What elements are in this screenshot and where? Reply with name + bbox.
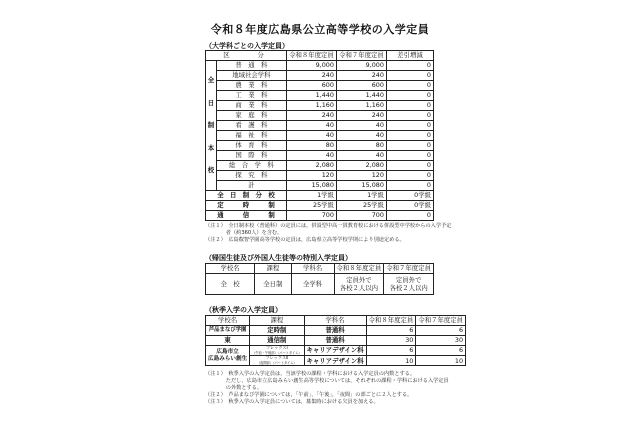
diff-value: 0 <box>386 181 433 191</box>
table-row <box>206 121 434 131</box>
note-line: の外数とする。 <box>205 385 263 391</box>
note-line: （注２） 芦品まなび学園については，「午前」，「午後」，「夜間」の部ごとに２人とする。 <box>205 392 413 398</box>
r8-value: 80 <box>286 141 336 151</box>
diff-value: 0 <box>386 161 433 171</box>
r7-value: 2,080 <box>336 161 386 171</box>
course-line: （午前・午後部）（パートタイム） <box>252 350 302 355</box>
diff-value: 0学級 <box>386 201 433 211</box>
r8-value: 40 <box>286 131 336 141</box>
r7-value: 600 <box>336 81 386 91</box>
r8-line: 各校２人以内 <box>339 284 379 292</box>
header-category: 区 分 <box>206 51 287 61</box>
table-row <box>206 111 434 121</box>
dept-name: 普通科 <box>304 326 366 336</box>
notes-section1 <box>205 223 451 244</box>
note-line: （注２） 広島叡智学園高等学校の定員は，広島県立高等学校学則により別途定める。 <box>205 237 405 243</box>
diff-value: 0 <box>386 101 433 111</box>
r8-value: 2,080 <box>286 161 336 171</box>
r8-value: 6 <box>366 326 416 336</box>
r7-value: 700 <box>336 211 386 221</box>
dept-name: 普通科 <box>304 336 366 346</box>
r7-value: 40 <box>336 121 386 131</box>
header-course: 課程 <box>250 316 304 326</box>
r8-value <box>334 274 384 295</box>
r8-value: 1,440 <box>286 91 336 101</box>
r8-value: 40 <box>286 121 336 131</box>
notes-section3 <box>205 371 449 406</box>
header-r7: 令和７年度定員 <box>336 51 386 61</box>
table-row <box>206 346 466 356</box>
table-row-total <box>206 181 434 191</box>
header-dept: 学科名 <box>291 264 334 274</box>
diff-value: 0学級 <box>386 191 433 201</box>
diff-value: 0 <box>386 111 433 121</box>
header-r8: 令和８年度定員 <box>334 264 384 274</box>
school-name-line: 広島みらい創生 <box>208 355 248 362</box>
dept-name: キャリアデザイン科 <box>304 356 366 366</box>
dept-name: 全学科 <box>291 274 334 295</box>
table-row <box>206 326 466 336</box>
r7-value: 6 <box>416 326 466 336</box>
diff-value: 0 <box>386 81 433 91</box>
school-name-line: 広島市立 <box>216 348 239 355</box>
table-row <box>206 211 434 221</box>
table-row <box>206 274 434 295</box>
table-header-row <box>206 264 434 274</box>
table-row <box>206 151 434 161</box>
table-header-row <box>206 316 466 326</box>
vertical-char: 校 <box>207 166 215 175</box>
r7-value: 240 <box>336 71 386 81</box>
dept-name: 普 通 科 <box>216 61 286 71</box>
diff-value: 0 <box>386 131 433 141</box>
school-name: 全 校 <box>206 274 255 295</box>
r8-value: 1学級 <box>286 191 336 201</box>
course-name <box>250 356 304 366</box>
diff-value: 0 <box>386 151 433 161</box>
r7-value: 120 <box>336 171 386 181</box>
total-label: 計 <box>216 181 286 191</box>
course-name: 通信制 <box>250 336 304 346</box>
dept-name: 看 護 科 <box>216 121 286 131</box>
table-department-quotas <box>205 50 434 221</box>
r8-value: 240 <box>286 111 336 121</box>
dept-name: 福 祉 科 <box>216 131 286 141</box>
note-line: 者（約360人）を含む。 <box>205 230 283 236</box>
header-dept: 学科名 <box>304 316 366 326</box>
school-name <box>206 346 250 366</box>
table-row <box>206 91 434 101</box>
course-name <box>250 346 304 356</box>
r7-value: 40 <box>336 131 386 141</box>
header-school: 学校名 <box>206 316 250 326</box>
header-school: 学校名 <box>206 264 255 274</box>
r7-value: 6 <box>416 346 466 356</box>
r7-value <box>384 274 434 295</box>
section-heading-departments: （大学科ごとの入学定員） <box>205 42 289 50</box>
dept-name: 商 業 科 <box>216 101 286 111</box>
r8-value: 600 <box>286 81 336 91</box>
header-diff: 差引増減 <box>386 51 433 61</box>
table-row <box>206 61 434 71</box>
r8-value: 30 <box>366 336 416 346</box>
header-r8: 令和８年度定員 <box>286 51 336 61</box>
r7-value: 15,080 <box>336 181 386 191</box>
r7-value: 240 <box>336 111 386 121</box>
note-line: （注３） 秋季入学の入学定員については，募集時における欠員を加える。 <box>205 399 379 405</box>
r7-value: 10 <box>416 356 466 366</box>
vertical-char: 全 <box>207 76 215 85</box>
r8-value: 40 <box>286 151 336 161</box>
dept-name: 総 合 学 科 <box>216 161 286 171</box>
r8-value: 25学級 <box>286 201 336 211</box>
r8-value: 9,000 <box>286 61 336 71</box>
dept-name: 体 育 科 <box>216 141 286 151</box>
vertical-char: 日 <box>207 98 215 107</box>
r7-value: 1,160 <box>336 101 386 111</box>
table-header-row <box>206 51 434 61</box>
r7-value: 9,000 <box>336 61 386 71</box>
r8-value: 700 <box>286 211 336 221</box>
dept-name: 家 庭 科 <box>216 111 286 121</box>
r7-line: 定員外で <box>395 275 422 284</box>
r7-value: 80 <box>336 141 386 151</box>
table-row <box>206 171 434 181</box>
r7-value: 25学級 <box>336 201 386 211</box>
category-label: 全 日 制 分 校 <box>206 191 287 201</box>
r8-value: 6 <box>366 346 416 356</box>
table-returnee-quotas <box>205 263 434 295</box>
vertical-label-zennichisei-honkou <box>206 61 217 191</box>
school-name: 芦品まなび学園 <box>206 326 250 336</box>
r7-line: 各校２人以内 <box>389 284 428 292</box>
table-row <box>206 131 434 141</box>
course-line: フレックスⅠ <box>265 345 288 350</box>
category-label: 定 時 制 <box>206 201 287 211</box>
table-row <box>206 161 434 171</box>
course-name: 全日制 <box>255 274 292 295</box>
dept-name: 工 業 科 <box>216 91 286 101</box>
dept-name: 国 際 科 <box>216 151 286 161</box>
table-row <box>206 336 466 346</box>
r7-value: 1,440 <box>336 91 386 101</box>
course-line: （夜間部）（パートタイム） <box>256 360 297 365</box>
note-line: （注１） 全日制本校（普通科）の定員には，併設型中高一貫教育校における併設型中学校からの入学予定 <box>205 223 452 229</box>
r7-value: 40 <box>336 151 386 161</box>
r8-value: 120 <box>286 171 336 181</box>
note-line: ただし，広島市立広島みらい創生高等学校については，それぞれの課程・学科における入学定員 <box>205 378 449 384</box>
diff-value: 0 <box>386 71 433 81</box>
r8-line: 定員外で <box>346 275 372 284</box>
table-row <box>206 201 434 211</box>
table-autumn-quotas <box>205 315 466 366</box>
dept-name: キャリアデザイン科 <box>304 346 366 356</box>
r8-value: 15,080 <box>286 181 336 191</box>
note-line: （注１） 秋季入学の入学定員は，当該学校の課程・学科における入学定員の内数とする。 <box>205 371 416 377</box>
course-line: フレックスⅡ <box>265 355 289 361</box>
table-row <box>206 101 434 111</box>
header-course: 課程 <box>255 264 292 274</box>
diff-value: 0 <box>386 121 433 131</box>
header-r7: 令和７年度定員 <box>384 264 434 274</box>
header-r7: 令和７年度定員 <box>416 316 466 326</box>
dept-name: 地域社会学科 <box>216 71 286 81</box>
diff-value: 0 <box>386 61 433 71</box>
school-name: 東 <box>206 336 250 346</box>
page-title: 令和８年度広島県公立高等学校の入学定員 <box>210 23 430 36</box>
table-row <box>206 141 434 151</box>
r7-value: 30 <box>416 336 466 346</box>
table-row <box>206 71 434 81</box>
diff-value: 0 <box>386 171 433 181</box>
dept-name: 探 究 科 <box>216 171 286 181</box>
r8-value: 10 <box>366 356 416 366</box>
header-r8: 令和８年度定員 <box>366 316 416 326</box>
course-name: 定時制 <box>250 326 304 336</box>
vertical-char: 制 <box>207 121 215 130</box>
table-row <box>206 191 434 201</box>
dept-name: 農 業 科 <box>216 81 286 91</box>
diff-value: 0 <box>386 211 433 221</box>
r8-value: 240 <box>286 71 336 81</box>
vertical-char: 本 <box>207 143 215 152</box>
r7-value: 1学級 <box>336 191 386 201</box>
section-heading-autumn: （秋季入学の入学定員） <box>205 306 282 314</box>
table-row <box>206 81 434 91</box>
diff-value: 0 <box>386 91 433 101</box>
section-heading-returnee: （帰国生徒及び外国人生徒等の特別入学定員） <box>205 254 352 262</box>
r8-value: 1,160 <box>286 101 336 111</box>
category-label: 通 信 制 <box>206 211 287 221</box>
diff-value: 0 <box>386 141 433 151</box>
